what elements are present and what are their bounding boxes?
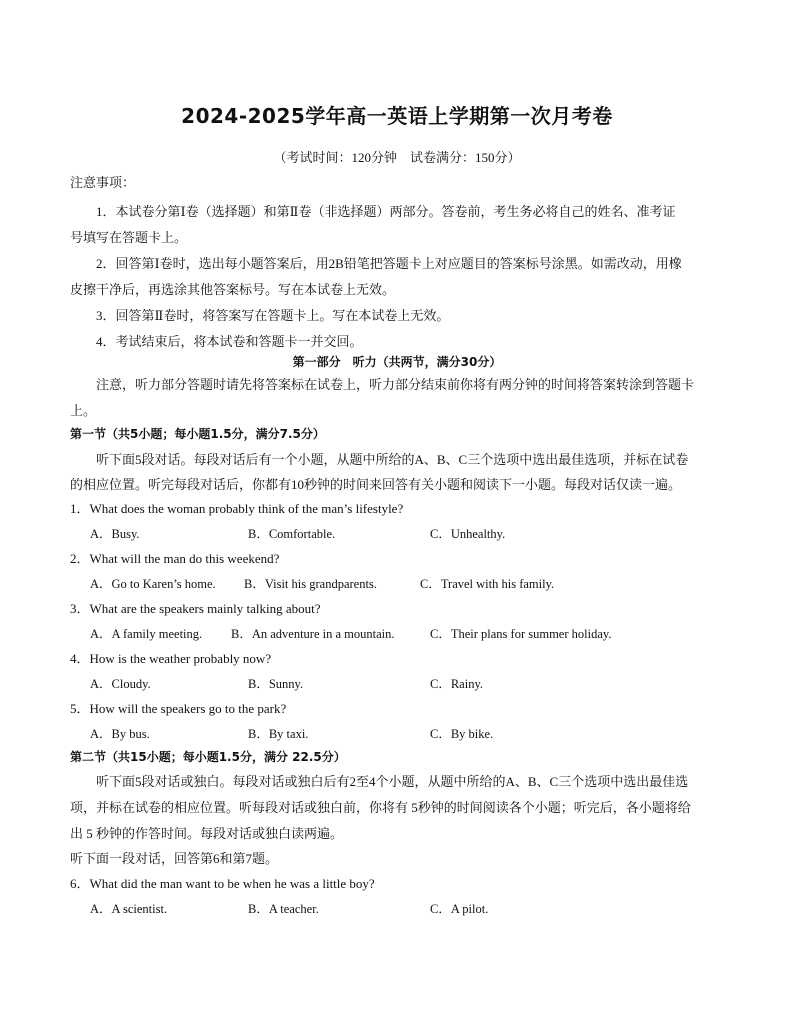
q2-option-a: A．Go to Karen’s home. xyxy=(90,577,216,591)
note-2-line-2: 皮擦干净后，再选涂其他答案标号。写在本试卷上无效。 xyxy=(70,282,396,297)
q1-option-c: C．Unhealthy. xyxy=(430,527,506,541)
page-title: 2024-2025学年高一英语上学期第一次月考卷 xyxy=(181,104,613,128)
part1-heading: 第一部分 听力（共两节，满分30分） xyxy=(292,355,502,369)
q6-option-b: B．A teacher. xyxy=(248,902,319,916)
note-2-line-1: 2．回答第Ⅰ卷时，选出每小题答案后，用2B铅笔把答题卡上对应题目的答案标号涂黑。如需改动，用橡 xyxy=(96,256,682,271)
question-6: 6．What did the man want to be when he was a little boy? xyxy=(70,876,375,891)
section1-heading: 第一节（共5小题；每小题1.5分，满分7.5分） xyxy=(70,427,325,441)
section2-intro-line-1: 听下面5段对话或独白。每段对话或独白后有2至4个小题，从题中所给的A、B、C三个选项中选出最佳选 xyxy=(96,774,689,789)
q3-option-c: C．Their plans for summer holiday. xyxy=(430,627,612,641)
section2-heading: 第二节（共15小题；每小题1.5分，满分 22.5分） xyxy=(70,750,346,764)
note-4: 4．考试结束后，将本试卷和答题卡一并交回。 xyxy=(96,334,363,349)
q5-option-c: C．By bike. xyxy=(430,727,494,741)
section1-intro-line-1: 听下面5段对话。每段对话后有一个小题，从题中所给的A、B、C三个选项中选出最佳选项，并标在试卷 xyxy=(96,452,689,467)
q1-option-a: A．Busy. xyxy=(90,527,140,541)
q6-option-a: A．A scientist. xyxy=(90,902,168,916)
q3-option-b: B．An adventure in a mountain. xyxy=(231,627,395,641)
question-1: 1．What does the woman probably think of the man’s lifestyle? xyxy=(70,501,404,516)
part1-notice-line-2: 上。 xyxy=(70,403,97,418)
part1-notice-line-1: 注意，听力部分答题时请先将答案标在试卷上，听力部分结束前你将有两分钟的时间将答案转涂到答题卡 xyxy=(96,377,695,392)
notes-heading: 注意事项： xyxy=(70,175,136,190)
dialog-intro: 听下面一段对话，回答第6和第7题。 xyxy=(70,851,279,866)
note-3: 3．回答第Ⅱ卷时，将答案写在答题卡上。写在本试卷上无效。 xyxy=(96,308,450,323)
section1-intro-line-2: 的相应位置。听完每段对话后，你都有10秒钟的时间来回答有关小题和阅读下一小题。每段对话仅读一遍。 xyxy=(70,477,682,492)
note-1-line-2: 号填写在答题卡上。 xyxy=(70,230,188,245)
section2-intro-line-2: 项，并标在试卷的相应位置。听每段对话或独白前，你将有 5秒钟的时间阅读各个小题；听完后，各小题将给 xyxy=(70,800,691,815)
q5-option-a: A．By bus. xyxy=(90,727,150,741)
question-2: 2．What will the man do this weekend? xyxy=(70,551,280,566)
question-3: 3．What are the speakers mainly talking about? xyxy=(70,601,321,616)
section2-intro-line-3: 出 5 秒钟的作答时间。每段对话或独白读两遍。 xyxy=(70,826,344,841)
q3-option-a: A．A family meeting. xyxy=(90,627,203,641)
exam-info: （考试时间：120分钟 试卷满分：150分） xyxy=(273,150,521,165)
q1-option-b: B．Comfortable. xyxy=(248,527,336,541)
q2-option-c: C．Travel with his family. xyxy=(420,577,555,591)
note-1-line-1: 1．本试卷分第Ⅰ卷（选择题）和第Ⅱ卷（非选择题）两部分。答卷前，考生务必将自己的姓名、准考证 xyxy=(96,204,676,219)
q2-option-b: B．Visit his grandparents. xyxy=(244,577,377,591)
q5-option-b: B．By taxi. xyxy=(248,727,309,741)
question-5: 5．How will the speakers go to the park? xyxy=(70,701,287,716)
q4-option-a: A．Cloudy. xyxy=(90,677,151,691)
q4-option-b: B．Sunny. xyxy=(248,677,304,691)
q4-option-c: C．Rainy. xyxy=(430,677,484,691)
question-4: 4．How is the weather probably now? xyxy=(70,651,272,666)
q6-option-c: C．A pilot. xyxy=(430,902,489,916)
